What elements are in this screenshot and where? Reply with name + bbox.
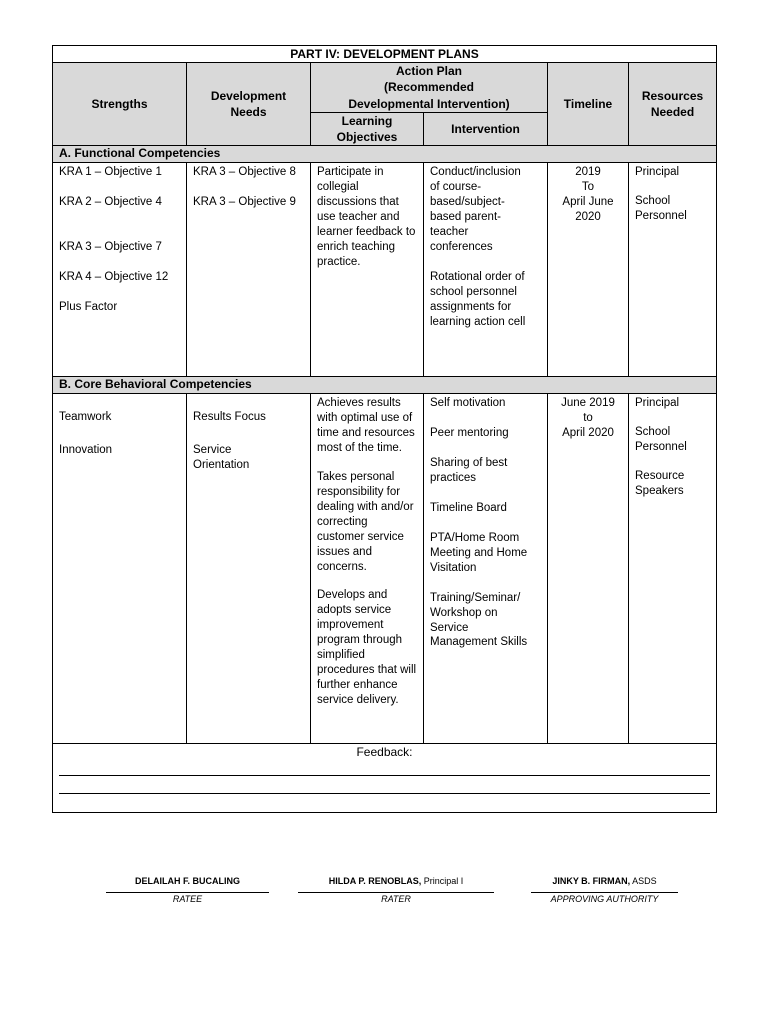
list-item: Conduct/inclusion of course-based/subject-based parent-teacher conferences: [430, 166, 521, 253]
header-action-plan: [311, 63, 548, 113]
timeline-cell: [548, 163, 629, 377]
list-item: KRA 4 – Objective 12: [59, 270, 169, 283]
list-item: Principal: [635, 397, 680, 410]
section-functional-competencies: A. Functional Competencies: [53, 146, 717, 163]
feedback-line: [59, 775, 710, 776]
list-item: Results Focus: [193, 411, 266, 424]
timeline-line: To: [581, 181, 595, 194]
list-item: Service Orientation: [193, 444, 250, 471]
timeline-line: April June: [562, 196, 614, 208]
timeline-line: June 2019: [561, 397, 615, 410]
signatory-name: JINKY B. FIRMAN, ASDS: [552, 876, 657, 886]
list-item: Achieves results with optimal use of time and resources most of the time.: [317, 397, 415, 454]
timeline-line: 2020: [575, 210, 601, 223]
list-item: School Personnel: [635, 195, 687, 222]
list-item: Innovation: [59, 444, 113, 457]
list-item: Training/Seminar/ Workshop on Service Management Skills: [430, 591, 528, 649]
list-item: Peer mentoring: [430, 427, 509, 440]
list-item: Sharing of best practices: [430, 457, 508, 484]
feedback-line: [59, 793, 710, 794]
learning-objectives-cell: [311, 163, 424, 377]
action-plan-subtitle: (Recommended Developmental Intervention): [348, 80, 510, 111]
feedback-label: Feedback:: [356, 745, 413, 760]
page-title: PART IV: DEVELOPMENT PLANS: [53, 46, 717, 63]
signatory-role: APPROVING AUTHORITY: [550, 893, 659, 904]
list-item: School Personnel: [635, 426, 687, 453]
feedback-area: [53, 744, 717, 813]
intervention-cell: [424, 394, 548, 744]
list-item: Principal: [635, 166, 680, 179]
intervention-cell: [424, 163, 548, 377]
header-timeline: Timeline: [548, 63, 629, 146]
timeline-line: April 2020: [562, 427, 614, 439]
list-item: KRA 3 – Objective 9: [193, 196, 296, 209]
learning-objectives-cell: [311, 394, 424, 744]
signature-approving-authority: [531, 876, 678, 905]
section-core-behavioral-competencies: B. Core Behavioral Competencies: [53, 377, 717, 394]
list-item: Rotational order of school personnel assignments for learning action cell: [430, 270, 526, 328]
signatory-name: DELAILAH F. BUCALING: [135, 876, 240, 886]
resources-cell: [629, 163, 717, 377]
strengths-cell: [53, 394, 187, 744]
list-item: KRA 3 – Objective 8: [193, 166, 296, 179]
development-needs-cell: [187, 394, 311, 744]
header-resources-needed: Resources Needed: [629, 63, 717, 146]
list-item: Resource Speakers: [635, 469, 685, 497]
timeline-line: to: [583, 412, 593, 425]
list-item: Develops and adopts service improvement program through simplified procedures that will further enhance service delivery.: [317, 589, 417, 706]
list-item: Self motivation: [430, 397, 506, 410]
list-item: KRA 1 – Objective 1: [59, 166, 162, 179]
list-item: Teamwork: [59, 411, 112, 424]
timeline-line: 2019: [575, 166, 601, 179]
list-item: Plus Factor: [59, 300, 118, 313]
signature-line: [298, 892, 494, 893]
resources-cell: [629, 394, 717, 744]
header-strengths: Strengths: [53, 63, 187, 146]
timeline-cell: [548, 394, 629, 744]
header-development-needs: Development Needs: [187, 63, 311, 146]
signature-line: [531, 892, 678, 893]
list-item: KRA 3 – Objective 7: [59, 241, 162, 253]
development-plan-table: [52, 45, 717, 813]
header-intervention: Intervention: [424, 112, 548, 145]
signatory-name: HILDA P. RENOBLAS, Principal I: [328, 876, 464, 886]
signatory-role: RATEE: [172, 893, 203, 904]
strengths-cell: [53, 163, 187, 377]
signatory-role: RATER: [381, 893, 411, 904]
header-learning-objectives: Learning Objectives: [311, 112, 424, 145]
signature-rater: [298, 876, 494, 905]
list-item: PTA/Home Room Meeting and Home Visitation: [430, 531, 528, 574]
list-item: Participate in collegial discussions that use teacher and learner feedback to enrich teaching practice.: [317, 166, 416, 268]
list-item: KRA 2 – Objective 4: [59, 196, 162, 209]
development-needs-cell: [187, 163, 311, 377]
signature-ratee: [106, 876, 269, 905]
list-item: Takes personal responsibility for dealing with and/or correcting customer service issues and concerns.: [317, 470, 414, 573]
action-plan-label: Action Plan: [395, 64, 462, 79]
signature-line: [106, 892, 269, 893]
list-item: Timeline Board: [430, 501, 507, 514]
